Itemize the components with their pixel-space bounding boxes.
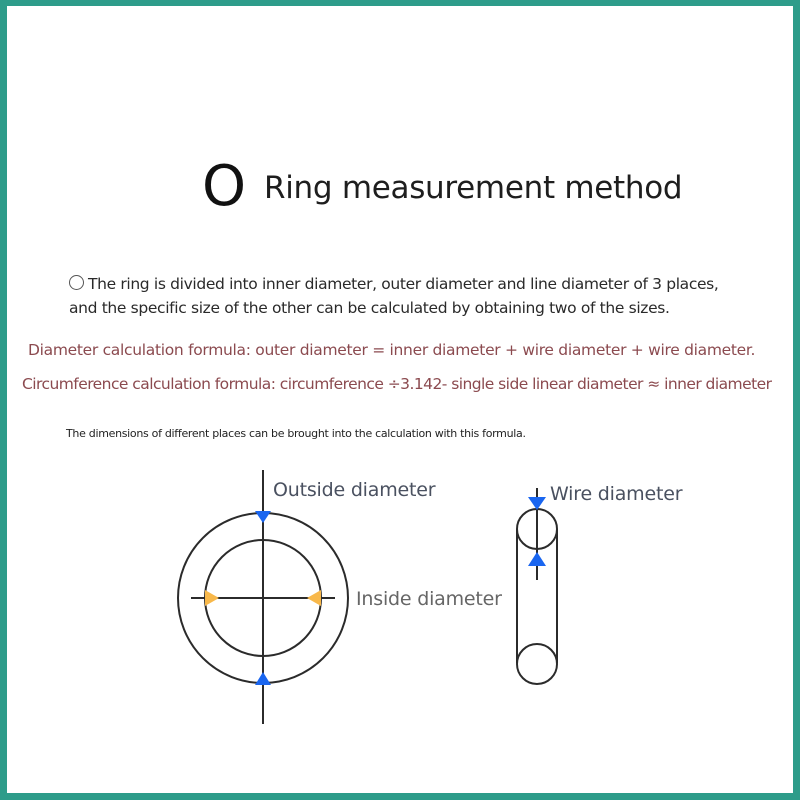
wire-bottom-arrow-icon bbox=[528, 552, 546, 566]
intro-line-2: and the specific size of the other can be calculated by obtaining two of the sizes. bbox=[69, 299, 670, 317]
intro-line-1: The ring is divided into inner diameter, outer diameter and line diameter of 3 places, bbox=[88, 275, 719, 293]
intro-paragraph bbox=[69, 272, 718, 320]
inner-left-arrow-icon bbox=[205, 590, 219, 606]
outside-diameter-label: Outside diameter bbox=[273, 479, 436, 501]
diameter-formula: Diameter calculation formula: outer diameter = inner diameter + wire diameter + wire diameter. bbox=[28, 341, 756, 359]
wire-bottom-circle bbox=[517, 644, 557, 684]
inner-right-arrow-icon bbox=[307, 590, 321, 606]
page-canvas bbox=[7, 6, 793, 793]
wire-top-arrow-icon bbox=[528, 497, 546, 510]
circle-outline-icon bbox=[69, 275, 84, 290]
circumference-formula: Circumference calculation formula: circumference ÷3.142- single side linear diameter ≈ inner diameter bbox=[22, 375, 772, 393]
title-o-symbol: O bbox=[202, 154, 247, 219]
formula-note: The dimensions of different places can be brought into the calculation with this formula. bbox=[66, 427, 526, 440]
outer-top-arrow-icon bbox=[255, 511, 271, 523]
inside-diameter-label: Inside diameter bbox=[356, 588, 502, 610]
ring-front-view bbox=[178, 470, 348, 724]
wire-side-view bbox=[517, 488, 557, 684]
outer-bottom-arrow-icon bbox=[255, 672, 271, 685]
wire-diameter-label: Wire diameter bbox=[550, 483, 683, 505]
page-title: Ring measurement method bbox=[264, 170, 683, 206]
